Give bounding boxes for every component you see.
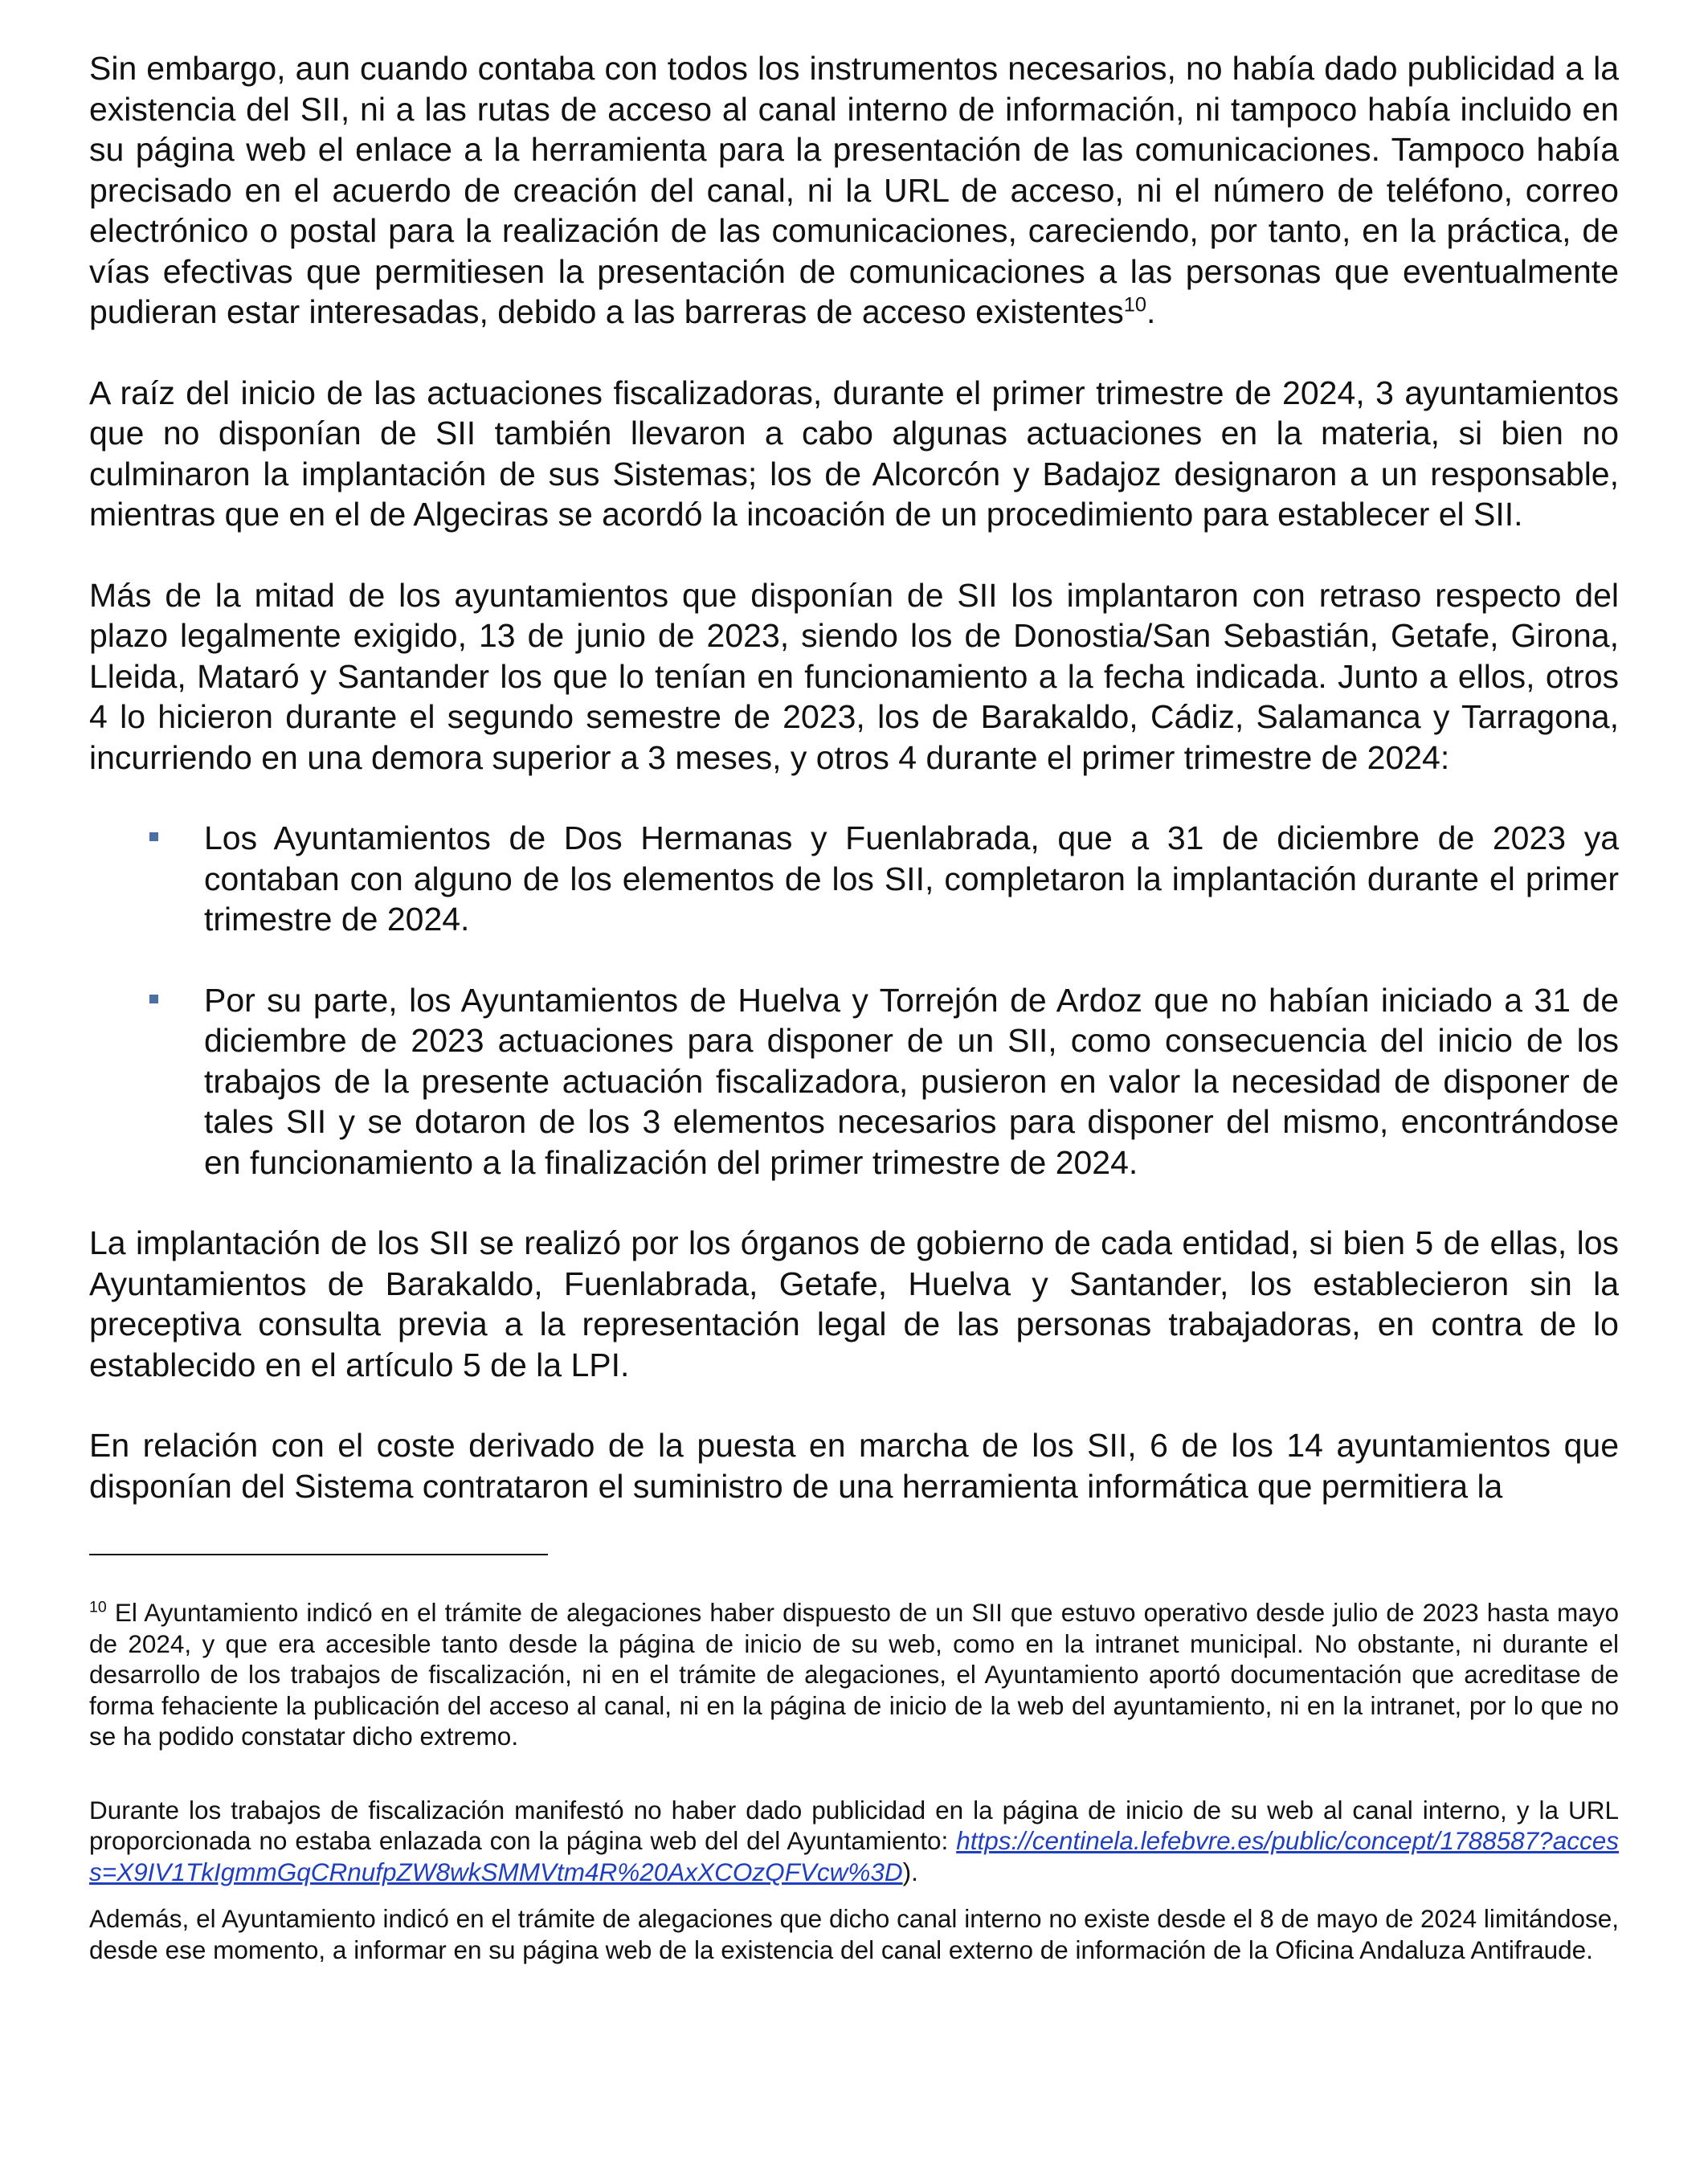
paragraph-1 <box>89 48 1619 333</box>
footnote-separator <box>89 1554 548 1555</box>
footnote-number: 10 <box>89 1598 107 1616</box>
footnote-url-link[interactable]: https://centinela.lefebvre.es/public/concept/1788587?access=X9IV1TkIgmmGqCRnufpZW8wkSMMVtm4R%20AxXCOzQFVcw%3D <box>89 1826 1619 1886</box>
list-item <box>89 980 1619 1183</box>
footnote-text-2-end: ). <box>902 1857 918 1886</box>
square-bullet-icon <box>149 832 158 841</box>
document-page <box>89 48 1619 1965</box>
footnote-paragraph-2 <box>89 1795 1619 1888</box>
paragraph-2: A raíz del inicio de las actuaciones fiscalizadoras, durante el primer trimestre de 2024, 3 ayuntamientos que no disponían de SII también llevaron a cabo algunas actuaciones en la materia, si bien no culminaron la implantación de sus Sistemas; los de Alcorcón y Badajoz designaron a un responsable, mientras que en el de Algeciras se acordó la incoación de un procedimiento para establecer el SII. <box>89 374 1619 533</box>
list-item <box>89 818 1619 940</box>
footnote-text-1: El Ayuntamiento indicó en el trámite de alegaciones haber dispuesto de un SII que estuvo operativo desde julio de 2023 hasta mayo de 2024, y que era accesible tanto desde la página de inicio de su web, como en la intranet municipal. No obstante, ni durante el desarrollo de los trabajos de fiscalización, ni en el trámite de alegaciones, el Ayuntamiento aportó documentación que acreditase de forma fehaciente la publicación del acceso al canal, ni en la página de inicio de la web del ayuntamiento, ni en la intranet, por lo que no se ha podido constatar dicho extremo. <box>89 1598 1619 1751</box>
paragraph-1-text: Sin embargo, aun cuando contaba con todos los instrumentos necesarios, no había dado publicidad a la existencia del SII, ni a las rutas de acceso al canal interno de información, ni tampoco había incluido en su página web el enlace a la herramienta para la presentación de las comunicaciones. Tampoco había precisado en el acuerdo de creación del canal, ni la URL de acceso, ni el número de teléfono, correo electrónico o postal para la realización de las comunicaciones, careciendo, por tanto, en la práctica, de vías efectivas que permitiesen la presentación de comunicaciones a las personas que eventualmente pudieran estar interesadas, debido a las barreras de acceso existentes <box>89 50 1619 330</box>
paragraph-5: En relación con el coste derivado de la puesta en marcha de los SII, 6 de los 14 ayuntamientos que disponían del Sistema contrataron el suministro de una herramienta informática que permitiera la <box>89 1427 1619 1505</box>
paragraph-4: La implantación de los SII se realizó por los órganos de gobierno de cada entidad, si bien 5 de ellas, los Ayuntamientos de Barakaldo, Fuenlabrada, Getafe, Huelva y Santander, los establecieron sin la preceptiva consulta previa a la representación legal de las personas trabajadoras, en contra de lo establecido en el artículo 5 de la LPI. <box>89 1224 1619 1383</box>
list-item-text: Los Ayuntamientos de Dos Hermanas y Fuenlabrada, que a 31 de diciembre de 2023 ya contaban con alguno de los elementos de los SII, completaron la implantación durante el primer trimestre de 2024. <box>204 819 1619 938</box>
footnote-paragraph-3: Además, el Ayuntamiento indicó en el trámite de alegaciones que dicho canal interno no existe desde el 8 de mayo de 2024 limitándose, desde ese momento, a informar en su página web de la existencia del canal externo de información de la Oficina Andaluza Antifraude. <box>89 1904 1619 1964</box>
paragraph-1-end: . <box>1146 293 1156 330</box>
footnote-reference[interactable]: 10 <box>1123 293 1146 317</box>
footnote-text-2: Durante los trabajos de fiscalización manifestó no haber dado publicidad en la página de inicio de su web al canal interno, y la URL proporcionada no estaba enlazada con la página web del del Ayuntamiento: <box>89 1795 1619 1855</box>
footnote-10 <box>89 1597 1619 1752</box>
square-bullet-icon <box>149 995 158 1003</box>
list-item-text: Por su parte, los Ayuntamientos de Huelva y Torrejón de Ardoz que no habían iniciado a 31 de diciembre de 2023 actuaciones para disponer de un SII, como consecuencia del inicio de los trabajos de la presente actuación fiscalizadora, pusieron en valor la necesidad de disponer de tales SII y se dotaron de los 3 elementos necesarios para disponer del mismo, encontrándose en funcionamiento a la finalización del primer trimestre de 2024. <box>204 981 1619 1181</box>
bullet-list <box>89 818 1619 1183</box>
paragraph-3: Más de la mitad de los ayuntamientos que disponían de SII los implantaron con retraso respecto del plazo legalmente exigido, 13 de junio de 2023, siendo los de Donostia/San Sebastián, Getafe, Girona, Lleida, Mataró y Santander los que lo tenían en funcionamiento a la fecha indicada. Junto a ellos, otros 4 lo hicieron durante el segundo semestre de 2023, los de Barakaldo, Cádiz, Salamanca y Tarragona, incurriendo en una demora superior a 3 meses, y otros 4 durante el primer trimestre de 2024: <box>89 576 1619 776</box>
